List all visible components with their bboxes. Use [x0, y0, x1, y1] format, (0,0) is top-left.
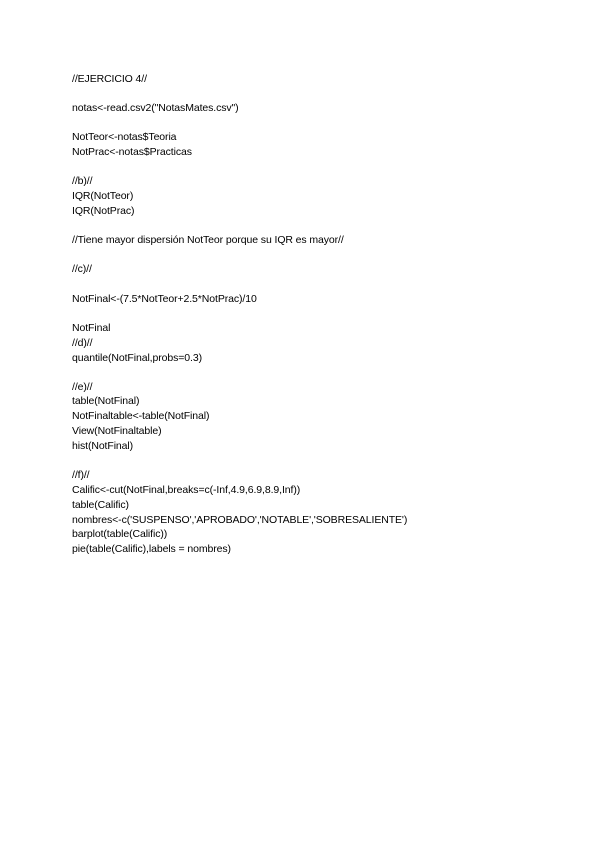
- code-line-quantile: quantile(NotFinal,probs=0.3): [72, 352, 202, 364]
- section-label-d: //d)//: [72, 337, 93, 349]
- code-line-read-csv: notas<-read.csv2("NotasMates.csv"): [72, 102, 239, 114]
- code-line-notteor: NotTeor<-notas$Teoria: [72, 131, 177, 143]
- code-line-table-calific: table(Calific): [72, 499, 129, 511]
- code-line-iqr-notteor: IQR(NotTeor): [72, 190, 134, 202]
- code-line-notfinaltable: NotFinaltable<-table(NotFinal): [72, 410, 210, 422]
- code-line-hist: hist(NotFinal): [72, 440, 134, 452]
- code-line-notfinal: NotFinal: [72, 322, 111, 334]
- code-line-nombres: nombres<-c('SUSPENSO','APROBADO','NOTABLE','SOBRESALIENTE'): [72, 514, 408, 526]
- section-label-c: //c)//: [72, 263, 92, 275]
- code-line-barplot: barplot(table(Calific)): [72, 528, 168, 540]
- code-line-table-notfinal: table(NotFinal): [72, 395, 140, 407]
- section-label-b: //b)//: [72, 175, 93, 187]
- code-line-calific-cut: Calific<-cut(NotFinal,breaks=c(-Inf,4.9,6.9,8.9,Inf)): [72, 484, 301, 496]
- code-line-pie: pie(table(Calific),labels = nombres): [72, 543, 231, 555]
- code-line-view: View(NotFinaltable): [72, 425, 162, 437]
- heading-ejercicio-4: //EJERCICIO 4//: [72, 73, 147, 85]
- code-line-iqr-notprac: IQR(NotPrac): [72, 205, 135, 217]
- code-line-notprac: NotPrac<-notas$Practicas: [72, 146, 192, 158]
- section-label-e: //e)//: [72, 381, 93, 393]
- section-label-f: //f)//: [72, 469, 90, 481]
- comment-line-dispersion: //Tiene mayor dispersión NotTeor porque su IQR es mayor//: [72, 234, 344, 246]
- code-line-notfinal-formula: NotFinal<-(7.5*NotTeor+2.5*NotPrac)/10: [72, 293, 257, 305]
